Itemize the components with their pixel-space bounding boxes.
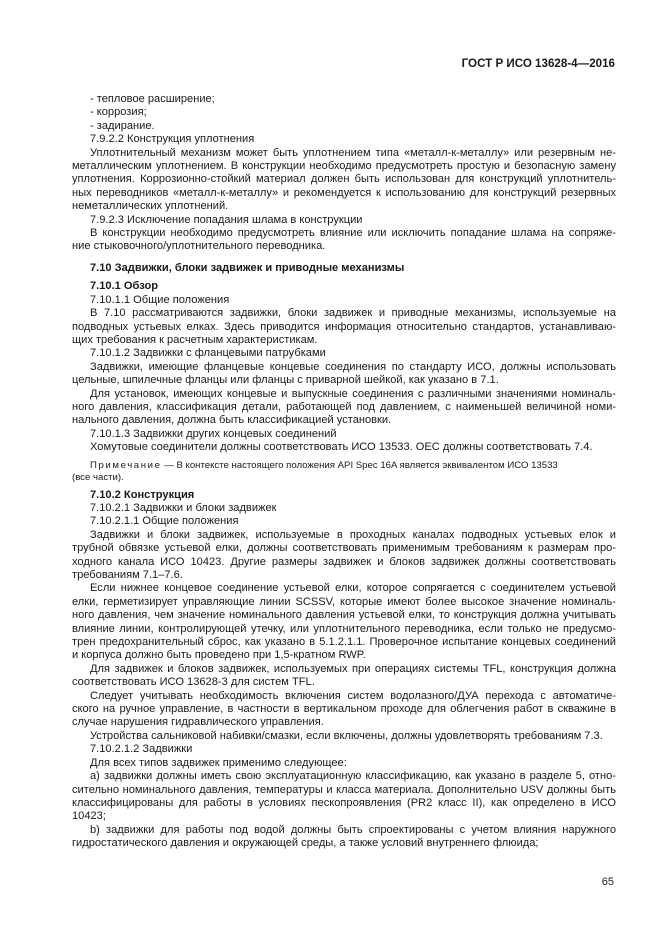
paragraph-line: неметаллических уплотнений.: [72, 200, 229, 213]
list-item: b) задвижки для работы под водой должны быть спроектированы с учетом влияния наружного: [90, 823, 616, 836]
paragraph-line: ского на ручное управление, в частности в вертикальном проходе для облегчения работ в скважине в: [72, 703, 616, 716]
paragraph-line: цельные, шпилечные фланцы или фланцы с приварной шейкой, как указано в 7.1.: [72, 374, 499, 387]
paragraph-line: Задвижки, имеющие фланцевые концевые соединения по стандарту ИСО, должны использовать: [90, 360, 616, 373]
paragraph-line: щих требования к расчетным характеристикам.: [72, 333, 318, 346]
subsection-heading: 7.9.2.2 Конструкция уплотнения: [90, 133, 255, 146]
paragraph-line: елки, герметизирует управляющие линии SCSSV, которые имеют более высокое значение номиналь-: [72, 595, 616, 608]
paragraph-line: В 7.10 рассматриваются задвижки, блоки задвижек и приводные механизмы, используемые на: [90, 307, 616, 320]
list-item: - коррозия;: [90, 106, 147, 119]
paragraph-line: Для всех типов задвижек применимо следующее:: [90, 756, 347, 769]
list-item: - тепловое расширение;: [90, 93, 215, 105]
list-item-line: классифицированы для работы в условиях пескопроявления (PR2 класс II), как определено в ИСО 10423;: [72, 796, 616, 823]
paragraph-line: В конструкции необходимо предусмотреть влияние или исключить попадание шлама на сопряже-: [90, 227, 616, 240]
paragraph-line: металлическим уплотнением. В конструкции необходимо предусмотреть простую и безопасную замену: [72, 160, 616, 173]
subsection-heading: 7.10.2.1.2 Задвижки: [90, 743, 193, 756]
paragraph-line: ных переводников «металл-к-металлу» и рекомендуется к использованию для конструкций резервных: [72, 186, 616, 199]
page-content: [72, 93, 616, 851]
paragraph-line: подводных устьевых елках. Здесь приводится информация относительно стандартов, устанавливаю-: [72, 320, 616, 333]
paragraph-line: Уплотнительный механизм может быть уплотнением типа «металл-к-металлу» или резервным не-: [90, 146, 616, 159]
paragraph-line: влияние линии, контролирующей утечку, или уплотнительного переводника, если только не предусмо-: [72, 622, 616, 635]
page-number: 65: [601, 876, 614, 888]
paragraph-line: Для задвижек и блоков задвижек, используемых при операциях системы TFL, конструкция должна: [90, 662, 616, 675]
section-heading-7-10-2: 7.10.2 Конструкция: [90, 488, 195, 501]
paragraph-line: Устройства сальниковой набивки/смазки, если включены, должны удовлетворять требованиям 7.3.: [90, 729, 603, 742]
list-item-line: гидростатического давления и окружающей среды, а также условий внутреннего флюида;: [72, 837, 539, 850]
note-continuation: (все части).: [72, 471, 124, 483]
subsection-heading: 7.10.1.1 Общие положения: [90, 293, 230, 306]
note: [90, 460, 616, 472]
paragraph-line: случае нарушения гидравлического управления.: [72, 716, 324, 729]
paragraph-line: Хомутовые соединители должны соответствовать ИСО 13533. ОЕС должны соответствовать 7.4.: [90, 441, 593, 454]
section-heading-7-10-1: 7.10.1 Обзор: [90, 280, 159, 293]
note-text: — В контексте настоящего положения API Spec 16A является эквивалентом ИСО 13533: [161, 459, 558, 471]
paragraph-line: Следует учитывать необходимость включения систем водолазного/ДУА перехода с автоматиче-: [90, 689, 616, 702]
paragraph-line: ного давления, чем значение номинального давления устьевой елки, то конструкция должна учитывать: [72, 609, 616, 622]
section-heading-7-10: 7.10 Задвижки, блоки задвижек и приводные механизмы: [90, 261, 405, 274]
paragraph-line: ного давления, классификация детали, работающей под давлением, с наименьшей величиной номи-: [72, 400, 616, 413]
list-item: - задирание.: [90, 119, 155, 132]
paragraph-line: уплотнения. Коррозионно-стойкий материал должен быть использован для конструкций уплотнитель-: [72, 173, 616, 186]
subsection-heading: 7.10.1.3 Задвижки других концевых соединений: [90, 427, 337, 440]
paragraph-line: нального давления, должна быть классификацией установки.: [72, 414, 392, 427]
list-item: a) задвижки должны иметь свою эксплуатационную классификацию, как указано в разделе 5, отно-: [90, 770, 616, 783]
subsection-heading: 7.10.1.2 Задвижки с фланцевыми патрубками: [90, 347, 326, 360]
paragraph-line: Если нижнее концевое соединение устьевой елки, которое сопрягается с соединителем устьевой: [90, 582, 616, 595]
subsection-heading: 7.10.2.1.1 Общие положения: [90, 515, 239, 528]
paragraph-line: соответствовать ИСО 13628-3 для систем TFL.: [72, 676, 315, 689]
paragraph-line: Для установок, имеющих концевые и выпускные соединения с различными значениями номиналь-: [90, 387, 616, 400]
paragraph-line: ходного канала ИСО 10423. Другие размеры задвижек и блоков задвижек должны соответствовать: [72, 555, 616, 568]
document-header: ГОСТ Р ИСО 13628-4—2016: [461, 57, 615, 70]
paragraph-line: ние стыковочного/уплотнительного переводника.: [72, 240, 326, 253]
paragraph-line: требованиям 7.1–7.6.: [72, 569, 183, 581]
paragraph-line: трубной обвязке устьевой елки, должны соответствовать применимым требованиям к размерам про-: [72, 542, 616, 555]
paragraph-line: трен предохранительный сброс, как указано в 5.1.2.1.1. Проверочное испытание концевых соединений: [72, 636, 616, 649]
paragraph-line: и корпуса должно быть проведено при 1,5-кратном RWP.: [72, 649, 366, 662]
list-item-line: сительно номинального давления, температуры и класса материала. Дополнительно USV должны быть: [72, 783, 616, 796]
subsection-heading: 7.10.2.1 Задвижки и блоки задвижек: [90, 501, 277, 514]
paragraph-line: Задвижки и блоки задвижек, используемые в проходных каналах подводных устьевых елок и: [90, 528, 616, 541]
note-label: Примечание: [90, 459, 162, 471]
subsection-heading: 7.9.2.3 Исключение попадания шлама в конструкции: [90, 213, 363, 226]
